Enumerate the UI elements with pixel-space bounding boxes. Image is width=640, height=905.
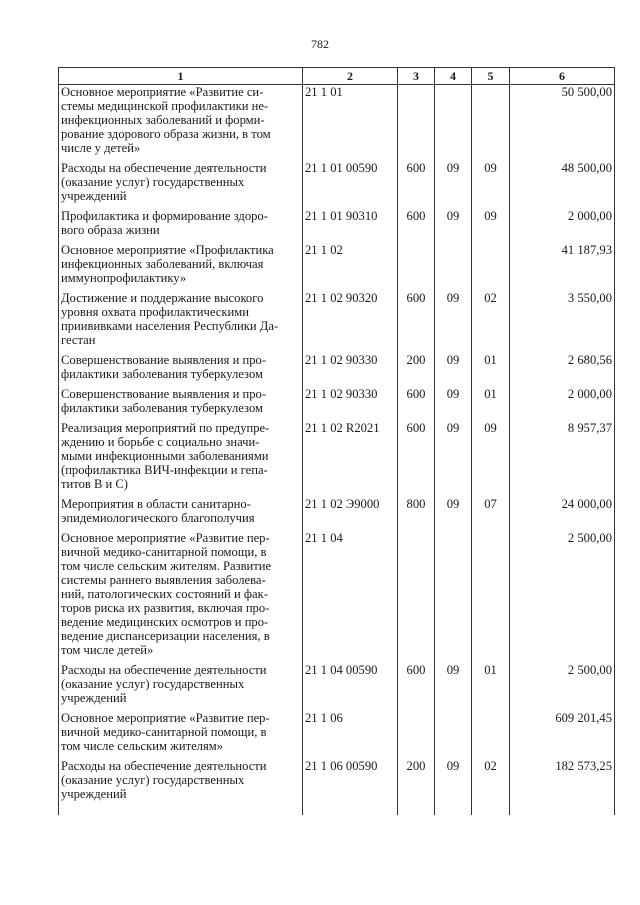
row-section: 09 [435,663,472,711]
row-name: Основное мероприятие «Развитие си- стемы медицинской профилактики не- инфекционных заболеваний и форми- рование здорового образа жизни, в том числе у детей» [59,85,303,162]
header-col-6: 6 [510,68,615,85]
row-subsection: 01 [472,387,510,421]
table-row [59,421,615,497]
row-amount: 2 000,00 [510,387,615,421]
row-expense-type: 600 [398,291,435,353]
row-name: Мероприятия в области санитарно- эпидемиологического благополучия [59,497,303,531]
spacer-cell [510,807,615,815]
row-target-code: 21 1 02 [303,243,398,291]
row-section: 09 [435,209,472,243]
row-expense-type: 800 [398,497,435,531]
row-section: 09 [435,353,472,387]
row-name: Достижение и поддержание высокого уровня охвата профилактическими приививками населения Республики Да- гестан [59,291,303,353]
row-subsection: 01 [472,353,510,387]
row-name: Совершенствование выявления и про- филактики заболевания туберкулезом [59,387,303,421]
row-expense-type [398,711,435,759]
row-amount: 2 680,56 [510,353,615,387]
row-expense-type: 200 [398,353,435,387]
row-name: Основное мероприятие «Развитие пер- вичной медико-санитарной помощи, в том числе сельским жителям. Развитие системы раннего выявления заболева- ний, патологических состояний и фак- торов риска их развития, включая про- ведение медицинских осмотров и про- ведение диспансеризации населения, в том числе детей» [59,531,303,663]
row-amount: 50 500,00 [510,85,615,162]
row-subsection [472,711,510,759]
row-amount: 2 500,00 [510,663,615,711]
row-target-code: 21 1 06 00590 [303,759,398,807]
row-subsection: 07 [472,497,510,531]
row-target-code: 21 1 02 90330 [303,353,398,387]
row-section: 09 [435,759,472,807]
header-col-4: 4 [435,68,472,85]
row-name: Расходы на обеспечение деятельности (оказание услуг) государственных учреждений [59,663,303,711]
header-row [59,68,615,85]
row-subsection: 02 [472,291,510,353]
header-col-5: 5 [472,68,510,85]
row-expense-type [398,243,435,291]
row-subsection: 09 [472,421,510,497]
row-section: 09 [435,387,472,421]
table-row [59,531,615,663]
row-name: Совершенствование выявления и про- филактики заболевания туберкулезом [59,353,303,387]
row-target-code: 21 1 01 00590 [303,161,398,209]
row-target-code: 21 1 02 90320 [303,291,398,353]
header-col-2: 2 [303,68,398,85]
table-row [59,711,615,759]
table-row [59,387,615,421]
row-amount: 8 957,37 [510,421,615,497]
spacer-cell [303,807,398,815]
header-col-3: 3 [398,68,435,85]
row-subsection [472,85,510,162]
row-section [435,531,472,663]
row-amount: 609 201,45 [510,711,615,759]
page-number: 782 [311,37,329,51]
row-section: 09 [435,291,472,353]
table-row [59,85,615,162]
row-expense-type: 600 [398,161,435,209]
row-target-code: 21 1 02 R2021 [303,421,398,497]
row-subsection [472,243,510,291]
row-expense-type [398,531,435,663]
row-target-code: 21 1 02 Э9000 [303,497,398,531]
row-subsection: 01 [472,663,510,711]
row-name: Расходы на обеспечение деятельности (оказание услуг) государственных учреждений [59,759,303,807]
row-section [435,243,472,291]
row-amount: 41 187,93 [510,243,615,291]
table-row [59,161,615,209]
row-name: Реализация мероприятий по предупре- ждению и борьбе с социально значи- мыми инфекционными заболеваниями (профилактика ВИЧ-инфекции и гепа- титов В и С) [59,421,303,497]
row-subsection: 09 [472,161,510,209]
row-subsection: 02 [472,759,510,807]
row-amount: 48 500,00 [510,161,615,209]
row-section [435,85,472,162]
budget-table [58,67,615,815]
table-row [59,209,615,243]
row-section: 09 [435,421,472,497]
table-row [59,497,615,531]
row-section: 09 [435,497,472,531]
row-amount: 3 550,00 [510,291,615,353]
row-subsection [472,531,510,663]
table-row [59,291,615,353]
row-amount: 2 000,00 [510,209,615,243]
row-name: Основное мероприятие «Развитие пер- вичной медико-санитарной помощи, в том числе сельским жителям» [59,711,303,759]
row-name: Расходы на обеспечение деятельности (оказание услуг) государственных учреждений [59,161,303,209]
row-target-code: 21 1 06 [303,711,398,759]
table-body [59,85,615,816]
spacer-cell [435,807,472,815]
row-target-code: 21 1 04 [303,531,398,663]
row-target-code: 21 1 01 90310 [303,209,398,243]
row-expense-type: 600 [398,209,435,243]
table-bottom-spacer [59,807,615,815]
table-row [59,243,615,291]
row-target-code: 21 1 02 90330 [303,387,398,421]
row-expense-type: 600 [398,421,435,497]
row-target-code: 21 1 04 00590 [303,663,398,711]
row-name: Профилактика и формирование здоро- вого образа жизни [59,209,303,243]
row-amount: 2 500,00 [510,531,615,663]
row-name: Основное мероприятие «Профилактика инфекционных заболеваний, включая иммунопрофилактику» [59,243,303,291]
table-row [59,759,615,807]
row-expense-type [398,85,435,162]
spacer-cell [398,807,435,815]
header-col-1: 1 [59,68,303,85]
table-row [59,353,615,387]
row-section: 09 [435,161,472,209]
row-expense-type: 200 [398,759,435,807]
row-amount: 182 573,25 [510,759,615,807]
row-subsection: 09 [472,209,510,243]
table-row [59,663,615,711]
row-expense-type: 600 [398,663,435,711]
row-target-code: 21 1 01 [303,85,398,162]
spacer-cell [472,807,510,815]
row-expense-type: 600 [398,387,435,421]
spacer-cell [59,807,303,815]
row-amount: 24 000,00 [510,497,615,531]
row-section [435,711,472,759]
